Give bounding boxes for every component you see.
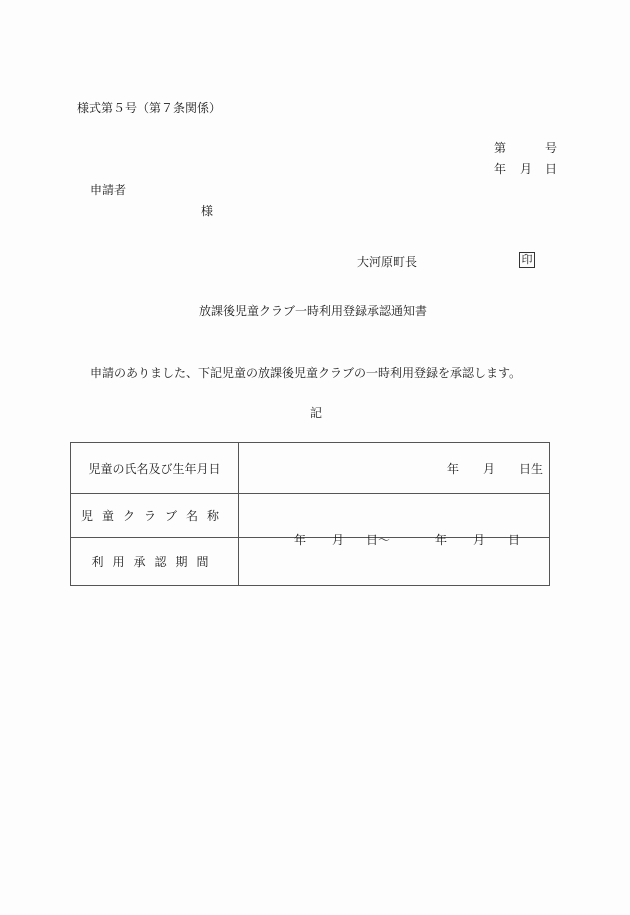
date-month-label: 月 <box>520 162 533 176</box>
child-name-birthdate-label: 児童の氏名及び生年月日 <box>71 443 239 494</box>
document-title: 放課後児童クラブ一時利用登録承認通知書 <box>199 304 428 318</box>
document-number-suffix: 号 <box>545 141 558 155</box>
issuer-title: 大河原町長 <box>357 255 418 269</box>
approval-table <box>70 442 550 586</box>
approval-period-label: 利用承認期間 <box>71 538 239 586</box>
from-month: 月 <box>332 533 345 547</box>
to-month: 月 <box>473 533 486 547</box>
form-number: 様式第５号（第７条関係） <box>77 101 222 115</box>
applicant-label: 申請者 <box>90 183 127 197</box>
child-name-birthdate-field[interactable]: 年 月 日生 <box>239 443 550 494</box>
document-number-prefix: 第 <box>494 141 507 155</box>
from-year: 年 <box>294 533 307 547</box>
table-row <box>71 538 550 586</box>
to-year: 年 <box>435 533 448 547</box>
club-name-field[interactable] <box>239 494 550 538</box>
date-day-label: 日 <box>545 162 558 176</box>
seal-icon: 印 <box>519 252 535 268</box>
honorific: 様 <box>201 204 214 218</box>
document-body: 申請のありました、下記児童の放課後児童クラブの一時利用登録を承認します。 <box>90 366 522 380</box>
club-name-label: 児童クラブ名称 <box>71 494 239 538</box>
ki-heading: 記 <box>310 406 323 420</box>
date-year-label: 年 <box>494 162 507 176</box>
approval-period-field[interactable] <box>239 533 550 586</box>
from-day: 日～ <box>366 533 391 547</box>
to-day: 日 <box>508 533 521 547</box>
table-row <box>71 443 550 494</box>
